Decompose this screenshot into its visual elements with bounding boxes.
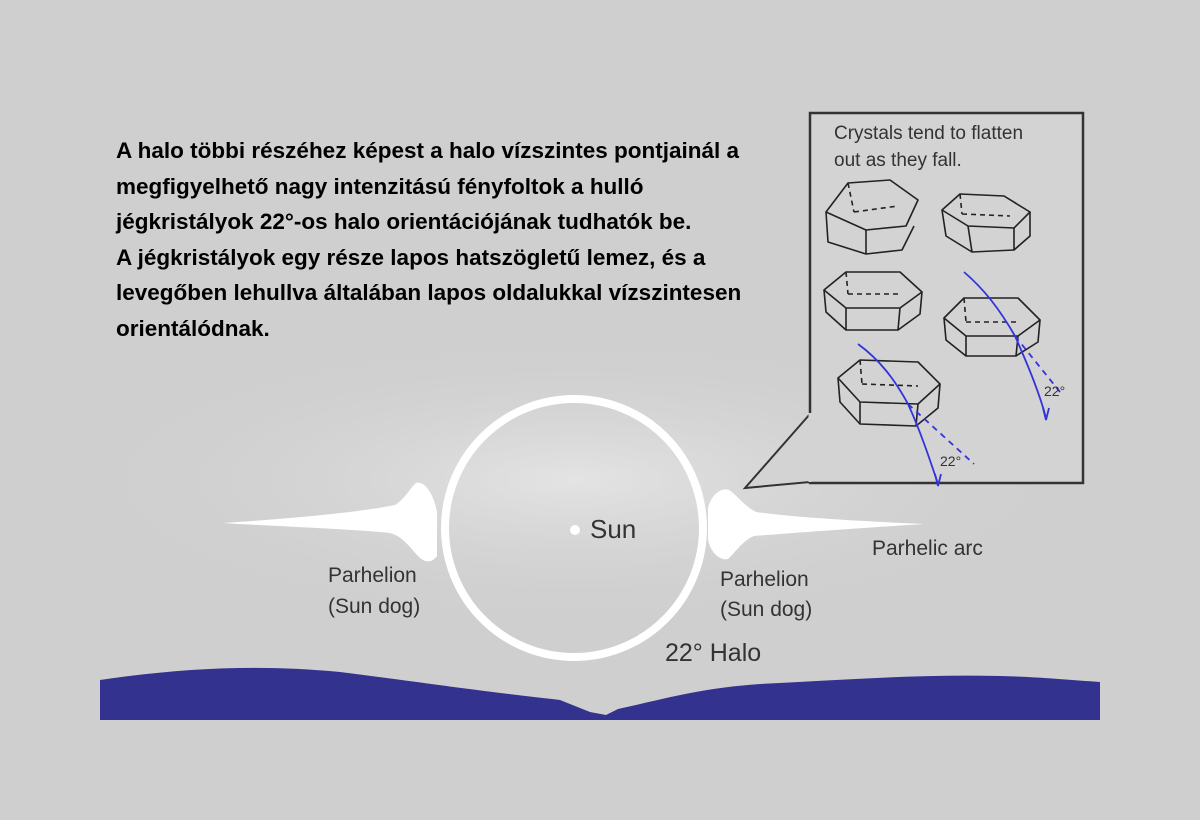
parhelion-left-label: Parhelion	[328, 564, 417, 587]
angle-label-2: 22°	[940, 453, 962, 469]
sun-dot	[570, 525, 580, 535]
angle-label-1: 22°	[1044, 383, 1066, 399]
sun-label: Sun	[590, 514, 637, 544]
halo-label: 22° Halo	[665, 639, 762, 667]
parhelion-right-sublabel: (Sun dog)	[720, 598, 813, 621]
ground	[100, 668, 1100, 720]
inset-title-line1: Crystals tend to flatten	[834, 123, 1024, 144]
inset-title-line2: out as they fall.	[834, 150, 962, 171]
caption-paragraph-2: A jégkristályok egy része lapos hatszögletű lemez, és a levegőben lehullva általában lapos oldalukkal vízszintesen orientálódnak.	[116, 244, 742, 341]
parhelion-right-label: Parhelion	[720, 568, 809, 591]
parhelion-left-sublabel: (Sun dog)	[328, 595, 421, 618]
caption-text	[116, 133, 756, 346]
parhelic-arc-label: Parhelic arc	[872, 537, 983, 560]
caption-paragraph-1: A halo többi részéhez képest a halo vízszintes pontjainál a megfigyelhető nagy intenzitású fényfoltok a hulló jégkristályok 22°-os halo orientációjának tudhatók be.	[116, 138, 740, 234]
